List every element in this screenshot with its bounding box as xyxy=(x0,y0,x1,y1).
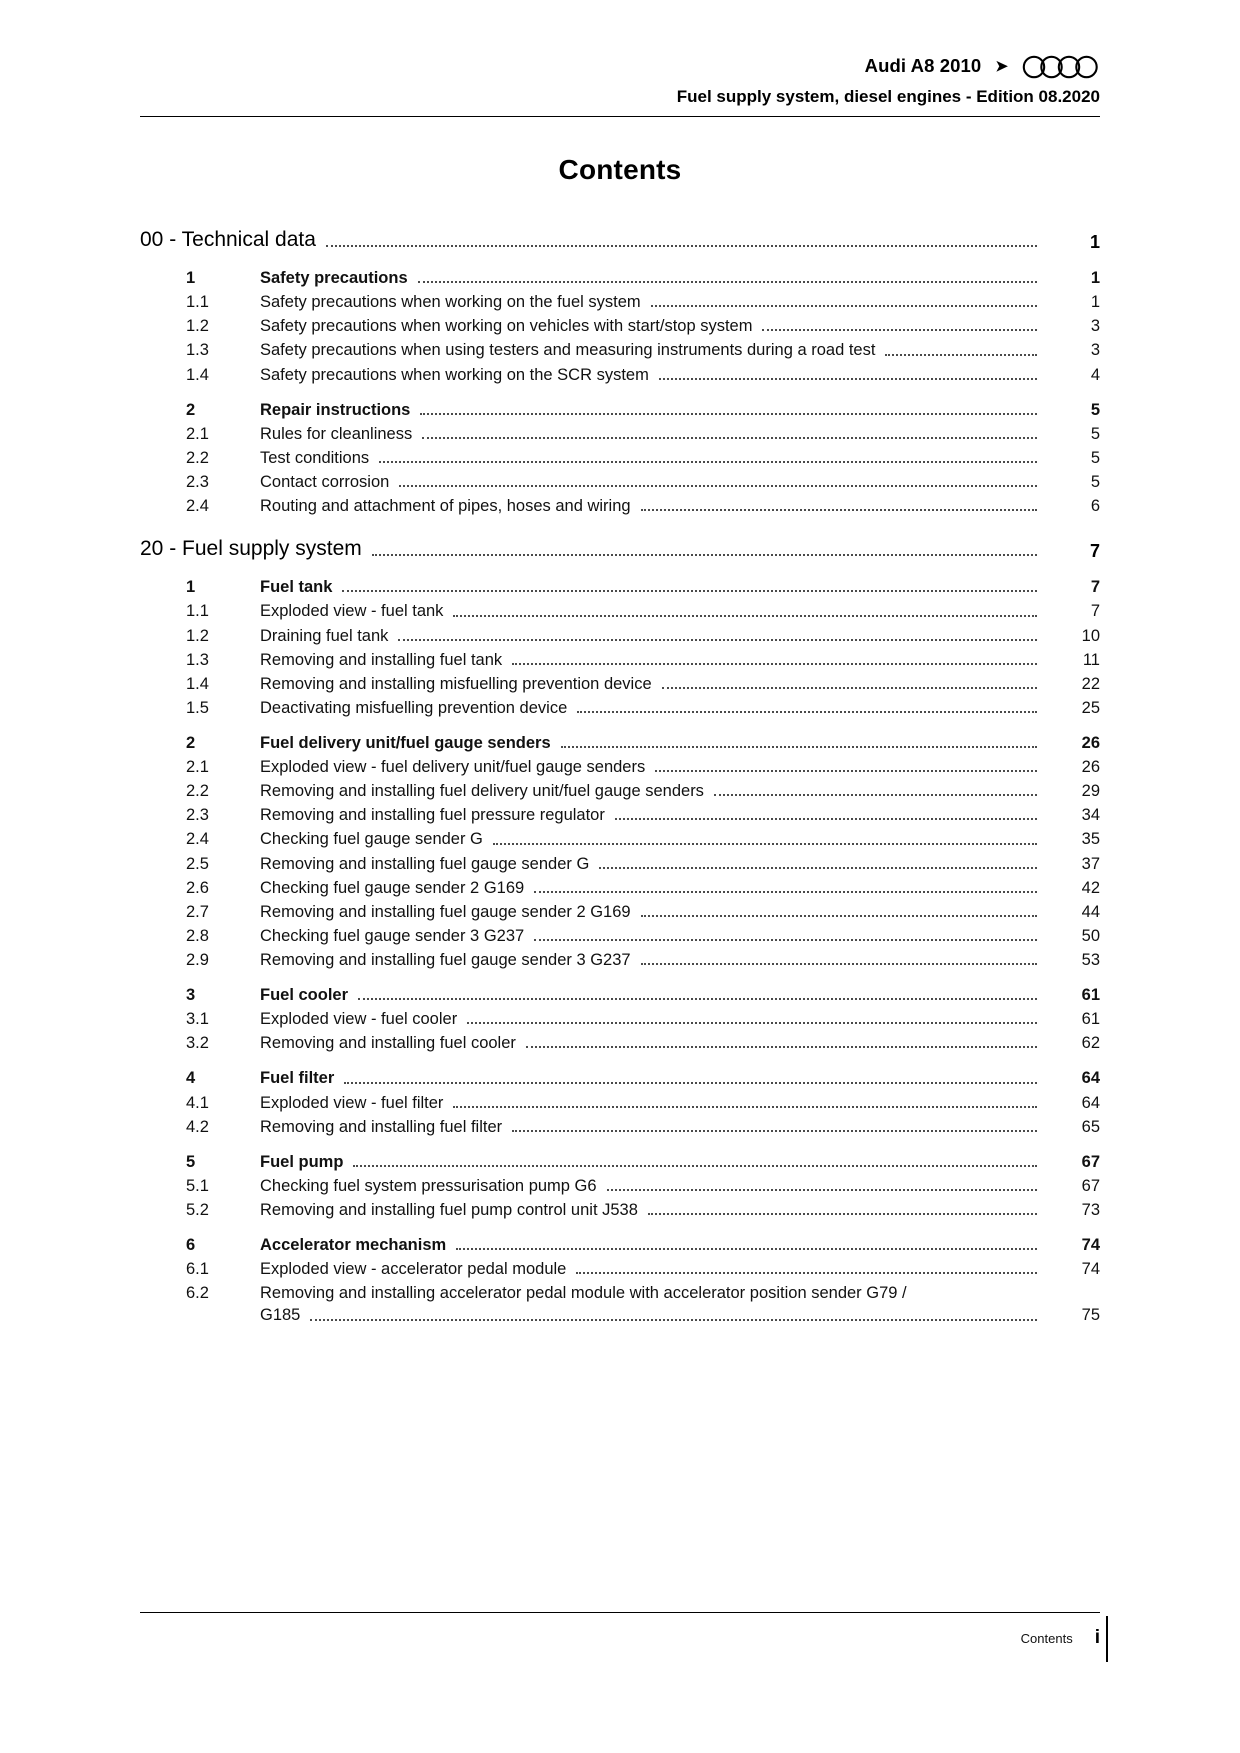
toc-entry[interactable] xyxy=(140,984,1100,1006)
toc-entry-label: Removing and installing fuel gauge sender 3 G237 xyxy=(260,950,631,969)
toc-leader-dots xyxy=(453,614,1037,617)
toc-entry-number: 2.9 xyxy=(186,950,209,969)
toc-leader-dots xyxy=(422,436,1037,439)
toc-leader-dots xyxy=(456,1247,1037,1250)
arrow-right-icon: ➤ xyxy=(995,57,1008,75)
toc-entry-label: Removing and installing fuel pressure regulator xyxy=(260,806,605,825)
toc-entry[interactable] xyxy=(140,1175,1100,1197)
toc-entry-page: 44 xyxy=(1081,902,1100,921)
toc-entry[interactable] xyxy=(140,925,1100,947)
toc-entry-label: Removing and installing accelerator pedal module with accelerator position sender G79 / xyxy=(260,1284,907,1303)
toc-entry-label: Exploded view - fuel filter xyxy=(260,1093,444,1112)
toc-entry[interactable] xyxy=(140,399,1100,421)
toc-entry-number: 1.1 xyxy=(186,293,209,312)
toc-leader-dots xyxy=(641,508,1037,511)
toc-entry-label: Safety precautions when working on the fuel system xyxy=(260,293,641,312)
toc-entry-page: 53 xyxy=(1081,950,1100,969)
toc-leader-dots xyxy=(512,662,1037,665)
toc-entry[interactable] xyxy=(140,949,1100,971)
toc-entry-label: Fuel pump xyxy=(260,1152,344,1171)
toc-entry[interactable] xyxy=(140,1304,1100,1326)
toc-leader-dots xyxy=(615,817,1037,820)
toc-leader-dots xyxy=(651,304,1037,307)
footer-page-number: i xyxy=(1094,1627,1100,1648)
toc-entry-page: 3 xyxy=(1090,317,1100,336)
toc-leader-dots xyxy=(512,1129,1037,1132)
toc-leader-dots xyxy=(561,745,1037,748)
toc-entry[interactable] xyxy=(140,267,1100,289)
audi-rings-icon xyxy=(1022,54,1100,80)
toc-leader-dots xyxy=(358,997,1037,1000)
toc-leader-dots xyxy=(353,1164,1037,1167)
header-divider xyxy=(140,116,1100,117)
toc-entry-number: 3.1 xyxy=(186,1010,209,1029)
toc-entry-number: 1.1 xyxy=(186,602,209,621)
toc-leader-dots xyxy=(607,1188,1037,1191)
toc-entry-label: Fuel delivery unit/fuel gauge senders xyxy=(260,734,551,752)
table-of-contents xyxy=(140,226,1100,1327)
toc-leader-dots xyxy=(641,962,1037,965)
toc-entry-label: Removing and installing fuel delivery unit/fuel gauge senders xyxy=(260,782,704,801)
toc-entry-page: 64 xyxy=(1081,1093,1100,1112)
toc-entry-label: Safety precautions when working on vehicles with start/stop system xyxy=(260,317,753,336)
toc-entry-page: 1 xyxy=(1090,269,1100,288)
toc-entry-page: 22 xyxy=(1081,674,1100,693)
toc-entry-label: Removing and installing fuel gauge sender 2 G169 xyxy=(260,902,631,921)
toc-entry-page: 26 xyxy=(1081,758,1100,777)
toc-entry-label: Removing and installing fuel filter xyxy=(260,1117,503,1136)
toc-entry-number: 6 xyxy=(186,1236,196,1255)
toc-entry-page: 37 xyxy=(1081,854,1100,873)
header-title-row xyxy=(140,52,1100,80)
toc-entry-label: G185 xyxy=(260,1306,301,1325)
toc-entry-label: Checking fuel gauge sender G xyxy=(260,830,483,849)
toc-entry-page: 64 xyxy=(1081,1069,1100,1088)
toc-entry[interactable] xyxy=(140,901,1100,923)
toc-entry-label: Safety precautions when using testers and measuring instruments during a road test xyxy=(260,341,876,360)
toc-entry[interactable] xyxy=(140,1282,1100,1304)
toc-entry[interactable] xyxy=(140,1067,1100,1089)
toc-entry-number: 2.1 xyxy=(186,424,209,443)
toc-entry-page: 65 xyxy=(1081,1117,1100,1136)
toc-entry-label: Exploded view - fuel delivery unit/fuel gauge senders xyxy=(260,758,646,777)
toc-entry[interactable] xyxy=(140,853,1100,875)
toc-entry-page: 62 xyxy=(1081,1034,1100,1053)
toc-leader-dots xyxy=(534,938,1037,941)
toc-entry-page: 29 xyxy=(1081,782,1100,801)
toc-entry-page: 11 xyxy=(1082,650,1100,669)
toc-entry[interactable] xyxy=(140,447,1100,469)
toc-entry-number: 2.7 xyxy=(186,902,209,921)
toc-entry[interactable] xyxy=(140,877,1100,899)
toc-leader-dots xyxy=(576,1271,1037,1274)
toc-entry-number: 1.2 xyxy=(186,317,209,336)
toc-entry-number: 2.3 xyxy=(186,473,209,491)
toc-entry-label: Repair instructions xyxy=(260,400,411,419)
toc-entry[interactable] xyxy=(140,697,1100,719)
toc-entry-page: 73 xyxy=(1081,1200,1100,1219)
toc-leader-dots xyxy=(372,553,1037,556)
toc-leader-dots xyxy=(420,412,1037,415)
toc-entry-page: 7 xyxy=(1090,602,1100,621)
toc-leader-dots xyxy=(762,328,1037,331)
toc-leader-dots xyxy=(659,377,1037,380)
toc-entry[interactable] xyxy=(140,291,1100,313)
toc-entry-label: Removing and installing fuel tank xyxy=(260,650,503,669)
toc-leader-dots xyxy=(577,710,1037,713)
toc-entry[interactable] xyxy=(140,1092,1100,1114)
page-footer xyxy=(140,1612,1100,1649)
toc-entry-label: 00 - Technical data xyxy=(140,228,316,251)
toc-entry-label: Exploded view - accelerator pedal module xyxy=(260,1260,567,1279)
toc-entry-label: Fuel tank xyxy=(260,578,333,597)
toc-leader-dots xyxy=(534,890,1037,893)
footer-label: Contents xyxy=(1020,1631,1073,1646)
toc-entry-number: 2.4 xyxy=(186,497,209,516)
toc-entry-page: 74 xyxy=(1081,1236,1100,1255)
toc-entry[interactable] xyxy=(140,471,1100,493)
toc-entry-page: 5 xyxy=(1090,424,1100,443)
header-subtitle: Fuel supply system, diesel engines - Edition 08.2020 xyxy=(676,87,1100,106)
toc-entry-label: Removing and installing misfuelling prevention device xyxy=(260,674,652,693)
toc-entry-label: Draining fuel tank xyxy=(260,626,389,645)
toc-entry[interactable] xyxy=(140,1032,1100,1054)
toc-entry-label: Removing and installing fuel gauge sender G xyxy=(260,854,590,873)
toc-entry-number: 1.3 xyxy=(186,650,209,669)
toc-entry-number: 2.1 xyxy=(186,758,209,777)
toc-entry-page: 50 xyxy=(1081,926,1100,945)
toc-entry-page: 35 xyxy=(1081,830,1100,849)
toc-entry-number: 1.2 xyxy=(186,626,209,645)
toc-entry-page: 75 xyxy=(1081,1306,1100,1325)
toc-entry-number: 1.4 xyxy=(186,674,209,693)
toc-leader-dots xyxy=(310,1318,1037,1321)
toc-entry-label: Removing and installing fuel cooler xyxy=(260,1034,516,1053)
toc-entry-label: Routing and attachment of pipes, hoses and wiring xyxy=(260,497,631,516)
toc-entry-number: 5.1 xyxy=(186,1176,209,1195)
toc-entry-label: Safety precautions xyxy=(260,269,408,288)
toc-entry-page: 1 xyxy=(1090,293,1100,312)
toc-leader-dots xyxy=(398,638,1037,641)
toc-leader-dots xyxy=(467,1021,1037,1024)
header-model: Audi A8 2010 xyxy=(864,55,982,76)
toc-leader-dots xyxy=(714,793,1037,796)
toc-entry-label: Accelerator mechanism xyxy=(260,1236,447,1255)
toc-leader-dots xyxy=(917,1297,1037,1298)
toc-entry[interactable] xyxy=(140,226,1100,254)
toc-entry-number: 4 xyxy=(186,1069,196,1088)
toc-entry-label: Fuel filter xyxy=(260,1069,335,1088)
toc-entry-label: Test conditions xyxy=(260,448,370,467)
toc-entry-page: 7 xyxy=(1090,578,1100,597)
toc-entry-page: 7 xyxy=(1089,541,1100,562)
toc-leader-dots xyxy=(648,1212,1037,1215)
toc-entry-number: 5 xyxy=(186,1152,196,1171)
toc-entry[interactable] xyxy=(140,339,1100,361)
toc-leader-dots xyxy=(326,244,1037,247)
toc-leader-dots xyxy=(379,460,1037,463)
toc-entry-number: 2.3 xyxy=(186,806,209,825)
toc-entry-number: 2.4 xyxy=(186,830,209,849)
footer-row xyxy=(140,1627,1100,1649)
toc-entry[interactable] xyxy=(140,804,1100,826)
toc-entry[interactable] xyxy=(140,625,1100,647)
footer-vertical-rule xyxy=(1106,1616,1108,1662)
toc-entry-page: 74 xyxy=(1081,1260,1100,1279)
toc-entry-number: 6.1 xyxy=(186,1260,209,1279)
toc-entry-page: 3 xyxy=(1090,341,1100,360)
toc-leader-dots xyxy=(493,842,1037,845)
toc-entry-label: Fuel cooler xyxy=(260,986,349,1005)
toc-entry-label: Contact corrosion xyxy=(260,473,390,491)
toc-leader-dots xyxy=(599,866,1037,869)
toc-entry[interactable] xyxy=(140,1116,1100,1138)
toc-entry-page: 67 xyxy=(1081,1152,1100,1171)
toc-entry[interactable] xyxy=(140,780,1100,802)
toc-entry-page: 4 xyxy=(1090,365,1100,384)
toc-entry-page: 67 xyxy=(1081,1176,1100,1195)
toc-entry-label: Safety precautions when working on the SCR system xyxy=(260,365,649,384)
toc-entry-page: 61 xyxy=(1081,1010,1100,1029)
toc-leader-dots xyxy=(344,1081,1037,1084)
toc-entry[interactable] xyxy=(140,600,1100,622)
toc-entry[interactable] xyxy=(140,364,1100,386)
toc-entry-page: 26 xyxy=(1081,734,1100,752)
toc-entry[interactable] xyxy=(140,828,1100,850)
toc-entry-label: Removing and installing fuel pump control unit J538 xyxy=(260,1200,638,1219)
toc-entry-label: 20 - Fuel supply system xyxy=(140,537,362,561)
toc-entry[interactable] xyxy=(140,1199,1100,1221)
toc-entry[interactable] xyxy=(140,495,1100,517)
toc-entry-page: 34 xyxy=(1081,806,1100,825)
toc-entry-page: 5 xyxy=(1090,473,1100,491)
toc-leader-dots xyxy=(342,589,1037,592)
toc-entry-number: 1.4 xyxy=(186,365,209,384)
toc-entry-page: 5 xyxy=(1090,400,1100,419)
toc-entry[interactable] xyxy=(140,1258,1100,1280)
toc-entry-number: 2 xyxy=(186,734,196,752)
toc-entry-page: 25 xyxy=(1081,698,1100,717)
toc-leader-dots xyxy=(641,914,1037,917)
toc-entry-number: 2.2 xyxy=(186,448,209,467)
toc-leader-dots xyxy=(655,769,1037,772)
toc-entry-number: 2.6 xyxy=(186,878,209,897)
toc-entry-number: 3.2 xyxy=(186,1034,209,1053)
toc-entry-page: 5 xyxy=(1090,448,1100,467)
page-header xyxy=(140,0,1100,117)
toc-entry-page: 6 xyxy=(1090,497,1100,516)
toc-entry-number: 4.2 xyxy=(186,1117,209,1136)
toc-entry-label: Checking fuel gauge sender 3 G237 xyxy=(260,926,525,945)
toc-entry[interactable] xyxy=(140,1234,1100,1256)
toc-entry-number: 2 xyxy=(186,400,196,419)
toc-leader-dots xyxy=(453,1105,1037,1108)
toc-entry-number: 2.5 xyxy=(186,854,209,873)
toc-entry-page: 10 xyxy=(1081,626,1100,645)
toc-entry-number: 6.2 xyxy=(186,1284,209,1303)
toc-entry-number: 4.1 xyxy=(186,1093,209,1112)
toc-leader-dots xyxy=(526,1045,1037,1048)
toc-entry[interactable] xyxy=(140,673,1100,695)
toc-entry-number: 1 xyxy=(186,269,196,288)
toc-entry[interactable] xyxy=(140,315,1100,337)
toc-entry-label: Exploded view - fuel tank xyxy=(260,602,444,621)
toc-entry-number: 2.2 xyxy=(186,782,209,801)
toc-entry-number: 1.3 xyxy=(186,341,209,360)
toc-entry-label: Checking fuel gauge sender 2 G169 xyxy=(260,878,525,897)
toc-entry-number: 3 xyxy=(186,986,196,1005)
toc-entry-label: Checking fuel system pressurisation pump G6 xyxy=(260,1176,597,1195)
toc-leader-dots xyxy=(399,484,1037,487)
toc-entry[interactable] xyxy=(140,1008,1100,1030)
toc-entry-label: Rules for cleanliness xyxy=(260,424,413,443)
toc-entry-page: 1 xyxy=(1089,232,1100,253)
toc-entry[interactable] xyxy=(140,535,1100,563)
toc-entry[interactable] xyxy=(140,576,1100,598)
footer-divider-line xyxy=(140,1612,1100,1613)
toc-entry[interactable] xyxy=(140,756,1100,778)
toc-entry-number: 1.5 xyxy=(186,698,209,717)
toc-entry-page: 42 xyxy=(1081,878,1100,897)
toc-leader-dots xyxy=(418,280,1037,283)
toc-entry-label: Exploded view - fuel cooler xyxy=(260,1010,458,1029)
toc-entry-label: Deactivating misfuelling prevention device xyxy=(260,698,568,717)
toc-entry[interactable] xyxy=(140,732,1100,754)
toc-entry[interactable] xyxy=(140,649,1100,671)
toc-entry-number: 5.2 xyxy=(186,1200,209,1219)
toc-leader-dots xyxy=(885,353,1037,356)
toc-entry-number: 2.8 xyxy=(186,926,209,945)
page-title: Contents xyxy=(558,154,682,185)
toc-entry[interactable] xyxy=(140,1151,1100,1173)
toc-entry-number: 1 xyxy=(186,578,196,597)
toc-entry[interactable] xyxy=(140,423,1100,445)
toc-entry-page: 61 xyxy=(1081,986,1100,1005)
toc-leader-dots xyxy=(662,686,1037,689)
